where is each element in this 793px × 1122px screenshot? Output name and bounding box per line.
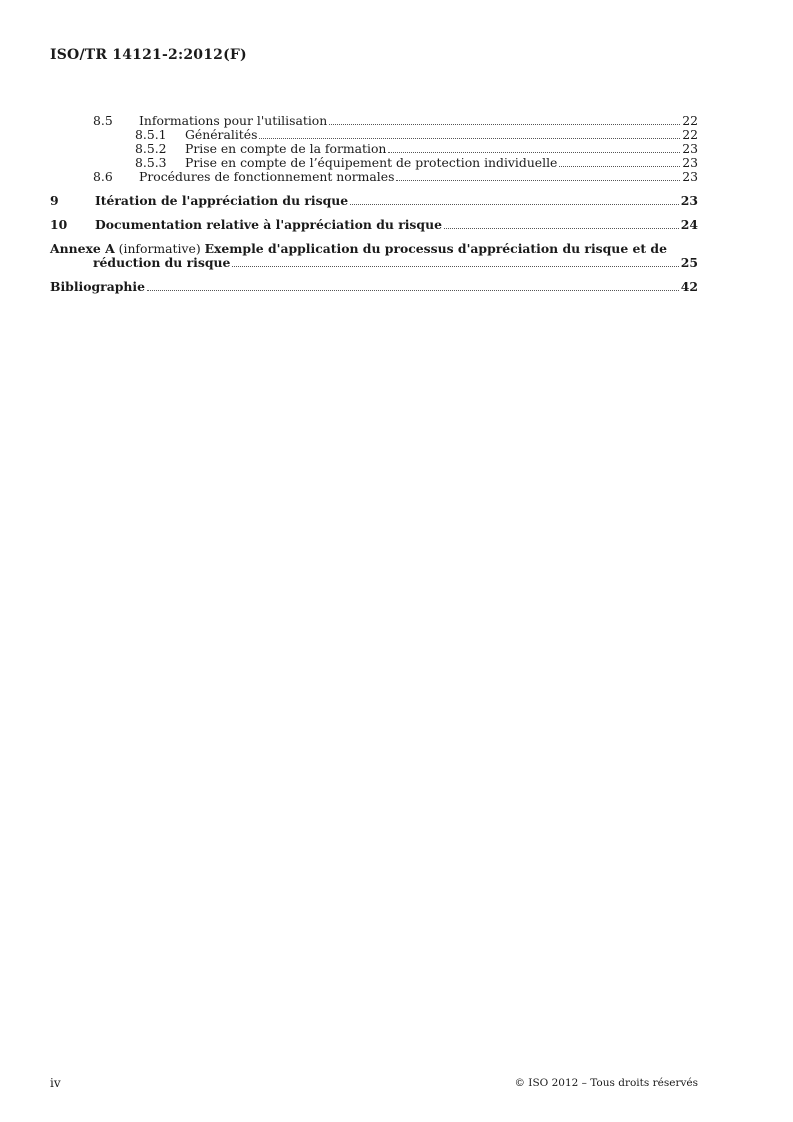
toc-page: 22 [682,113,698,128]
toc-number: 8.5.1 [135,127,167,142]
toc-number: 10 [50,217,68,232]
toc-number: 8.6 [93,169,113,184]
dot-leader [329,124,680,125]
toc-title: Généralités [185,127,258,142]
toc-page: 23 [680,193,698,208]
dot-leader [396,180,680,181]
toc-title: Prise en compte de l’équipement de protection individuelle [185,155,558,170]
toc-entry-8-5[interactable] [50,114,698,128]
toc-entry-10[interactable] [50,218,698,232]
table-of-contents [50,114,698,294]
toc-number: 8.5.2 [135,141,167,156]
toc-page: 24 [680,217,698,232]
toc-page: 42 [680,279,698,294]
toc-title: Informations pour l'utilisation [139,113,328,128]
dot-leader [559,166,680,167]
toc-entry-annex-a[interactable] [50,242,698,270]
toc-title: Procédures de fonctionnement normales [139,169,395,184]
toc-entry-8-5-1[interactable] [50,128,698,142]
document-identifier: ISO/TR 14121-2:2012(F) [50,47,247,63]
dot-leader [350,204,679,205]
copyright-notice: © ISO 2012 – Tous droits réservés [514,1077,698,1089]
annex-title-line2 [50,256,698,270]
toc-page: 23 [682,169,698,184]
annex-title-part1: Exemple d'application du processus d'appréciation du risque et de [204,241,667,256]
toc-title: Itération de l'appréciation du risque [95,193,349,208]
toc-page: 22 [682,127,698,142]
page-number: iv [50,1076,61,1090]
annex-label: Annexe A [50,241,115,256]
toc-title: Bibliographie [50,279,146,294]
toc-number: 8.5 [93,113,113,128]
dot-leader [147,290,679,291]
toc-number: 9 [50,193,59,208]
toc-title: Prise en compte de la formation [185,141,387,156]
toc-page: 23 [682,141,698,156]
toc-page: 25 [680,255,698,270]
toc-entry-bibliographie[interactable] [50,280,698,294]
toc-number: 8.5.3 [135,155,167,170]
toc-entry-9[interactable] [50,194,698,208]
toc-entry-8-5-3[interactable] [50,156,698,170]
annex-title-line1 [50,242,698,256]
toc-title: Documentation relative à l'appréciation du risque [95,217,442,232]
dot-leader [444,228,679,229]
toc-entry-8-5-2[interactable] [50,142,698,156]
toc-page: 23 [682,155,698,170]
dot-leader [232,266,678,267]
dot-leader [259,138,680,139]
dot-leader [388,152,680,153]
annex-qualifier: (informative) [114,241,205,256]
toc-entry-8-6[interactable] [50,170,698,184]
annex-title-part2: réduction du risque [93,255,231,270]
